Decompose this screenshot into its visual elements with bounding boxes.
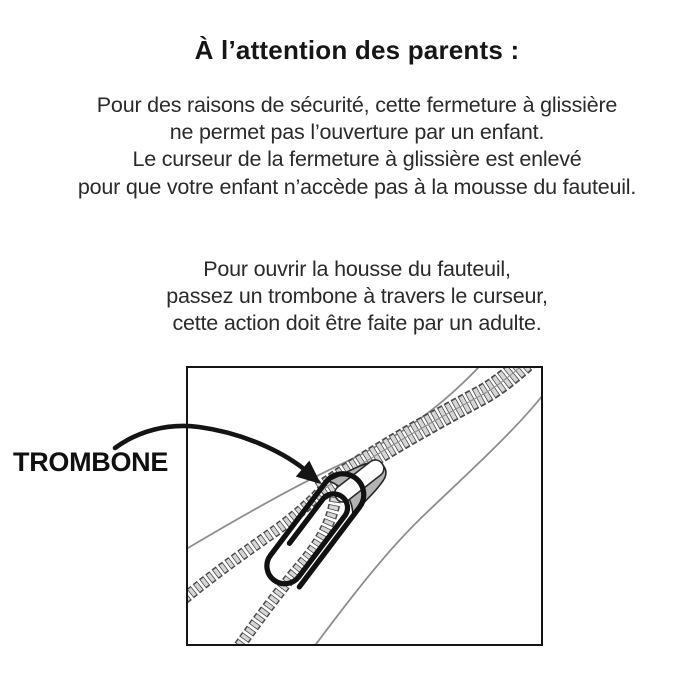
safety-paragraph-line: Le curseur de la fermeture à glissière est enlevé [132, 147, 582, 172]
safety-paragraph-line: ne permet pas l’ouverture par un enfant. [169, 120, 545, 145]
instructions-paragraph [0, 256, 700, 338]
safety-paragraph-line: Pour des raisons de sécurité, cette fermeture à glissière [96, 93, 618, 117]
instructions-paragraph-line: passez un trombone à travers le curseur, [166, 284, 548, 309]
instructions-paragraph-line: cette action doit être faite par un adulte. [172, 311, 542, 336]
notice-title: À l’attention des parents : [194, 35, 520, 65]
zipper-illustration [188, 368, 541, 644]
trombone-label: TROMBONE [13, 447, 169, 477]
safety-paragraph-line: pour que votre enfant n’accède pas à la mousse du fauteuil. [77, 174, 637, 199]
diagram-figure [186, 366, 543, 646]
safety-paragraph [0, 92, 700, 201]
instructions-paragraph-line: Pour ouvrir la housse du fauteuil, [203, 257, 511, 281]
